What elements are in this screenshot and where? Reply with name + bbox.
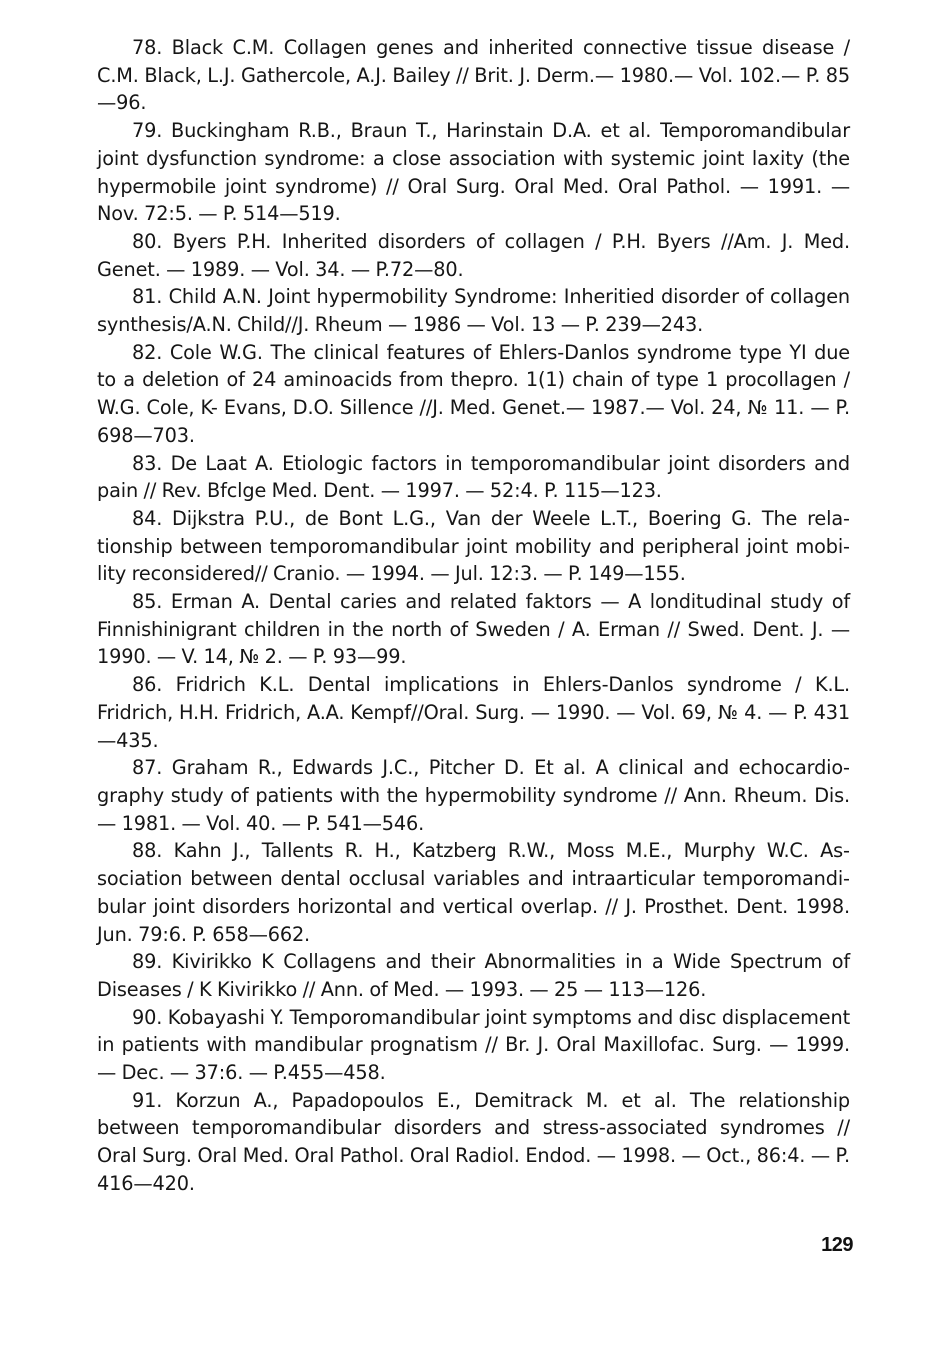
reference-88: 88. Kahn J., Tallents R. H., Katzberg R.W., Moss M.E., Murphy W.C. Association between dental occlusal variables and intraarticular temporomandibular joint disorders horizontal and vertical overlap. // J. Prosthet. Dent. 1998. Jun. 79:6. P. 658—662. xyxy=(97,839,850,946)
reference-81: 81. Child A.N. Joint hypermobility Syndrome: Inheritied disorder of collagen synthesis/A.N. Child//J. Rheum — 1986 — Vol. 13 — P. 239—243. xyxy=(97,285,850,337)
reference-83: 83. De Laat A. Etiologic factors in temporomandibular joint disorders and pain // Rev. Bfclge Med. Dent. — 1997. — 52:4. P. 115—123. xyxy=(97,451,850,503)
reference-84: 84. Dijkstra P.U., de Bont L.G., Van der Weele L.T., Boering G. The relationship between temporomandibular joint mobility and peripheral joint mobility reconsidered// Cranio. — 1994. — Jul. 12:3. — P. 149—155. xyxy=(97,506,850,586)
reference-78: 78. Black C.M. Collagen genes and inherited connective tissue disease / C.M. Black, L.J. Gathercole, A.J. Bailey // Brit. J. Derm.— 1980.— Vol. 102.— P. 85—96. xyxy=(97,36,850,115)
reference-85: 85. Erman A. Dental caries and related faktors — A londitudinal study of Finnishinigrant children in the north of Sweden / A. Erman // Swed. Dent. J. — 1990. — V. 14, № 2. — P. 93—99. xyxy=(97,590,850,669)
reference-91: 91. Korzun A., Papadopoulos E., Demitrack M. et al. The relationship between temporomandibular disorders and stress-associated syndromes // Oral Surg. Oral Med. Oral Pathol. Oral Radiol. Endod. — 1998. — Oct., 86:4. — P. 416—420. xyxy=(97,1088,850,1195)
reference-list xyxy=(97,34,850,1198)
reference-86: 86. Fridrich K.L. Dental implications in Ehlers-Danlos syndrome / K.L. Fridrich, H.H. Fridrich, A.A. Kempf//Oral. Surg. — 1990. — Vol. 69, № 4. — P. 431—435. xyxy=(97,673,850,752)
reference-79: 79. Buckingham R.B., Braun T., Harinstain D.A. et al. Temporomandibular joint dysfunction syndrome: a close association with systemic joint laxity (the hypermobile joint syndrome) // Oral Surg. Oral Med. Oral Pathol. — 1991. — Nov. 72:5. — P. 514—519. xyxy=(97,119,850,226)
reference-82: 82. Cole W.G. The clinical features of Ehlers-Danlos syndrome type YI due to a deletion of 24 aminoacids from thepro. 1(1) chain of type 1 procollagen / W.G. Cole, K- Evans, D.O. Sillence //J. Med. Genet.— 1987.— Vol. 24, № 11. — P. 698—703. xyxy=(97,340,850,447)
reference-90: 90. Kobayashi Y. Temporomandibular joint symptoms and disc displacement in patients with mandibular prognatism // Br. J. Oral Maxillofac. Surg. — 1999. — Dec. — 37:6. — P.455—458. xyxy=(97,1005,850,1085)
reference-89: 89. Kivirikko K Collagens and their Abnormalities in a Wide Spectrum of Diseases / K Kivirikko // Ann. of Med. — 1993. — 25 — 113—126. xyxy=(97,950,850,1001)
reference-80: 80. Byers P.H. Inherited disorders of collagen / P.H. Byers //Am. J. Med. Genet. — 1989. — Vol. 34. — P.72—80. xyxy=(97,229,850,281)
page-number: 129 xyxy=(821,1234,853,1256)
reference-87: 87. Graham R., Edwards J.C., Pitcher D. Et al. A clinical and echocardiography study of patients with the hypermobility syndrome // Ann. Rheum. Dis. — 1981. — Vol. 40. — P. 541—546. xyxy=(97,756,850,835)
